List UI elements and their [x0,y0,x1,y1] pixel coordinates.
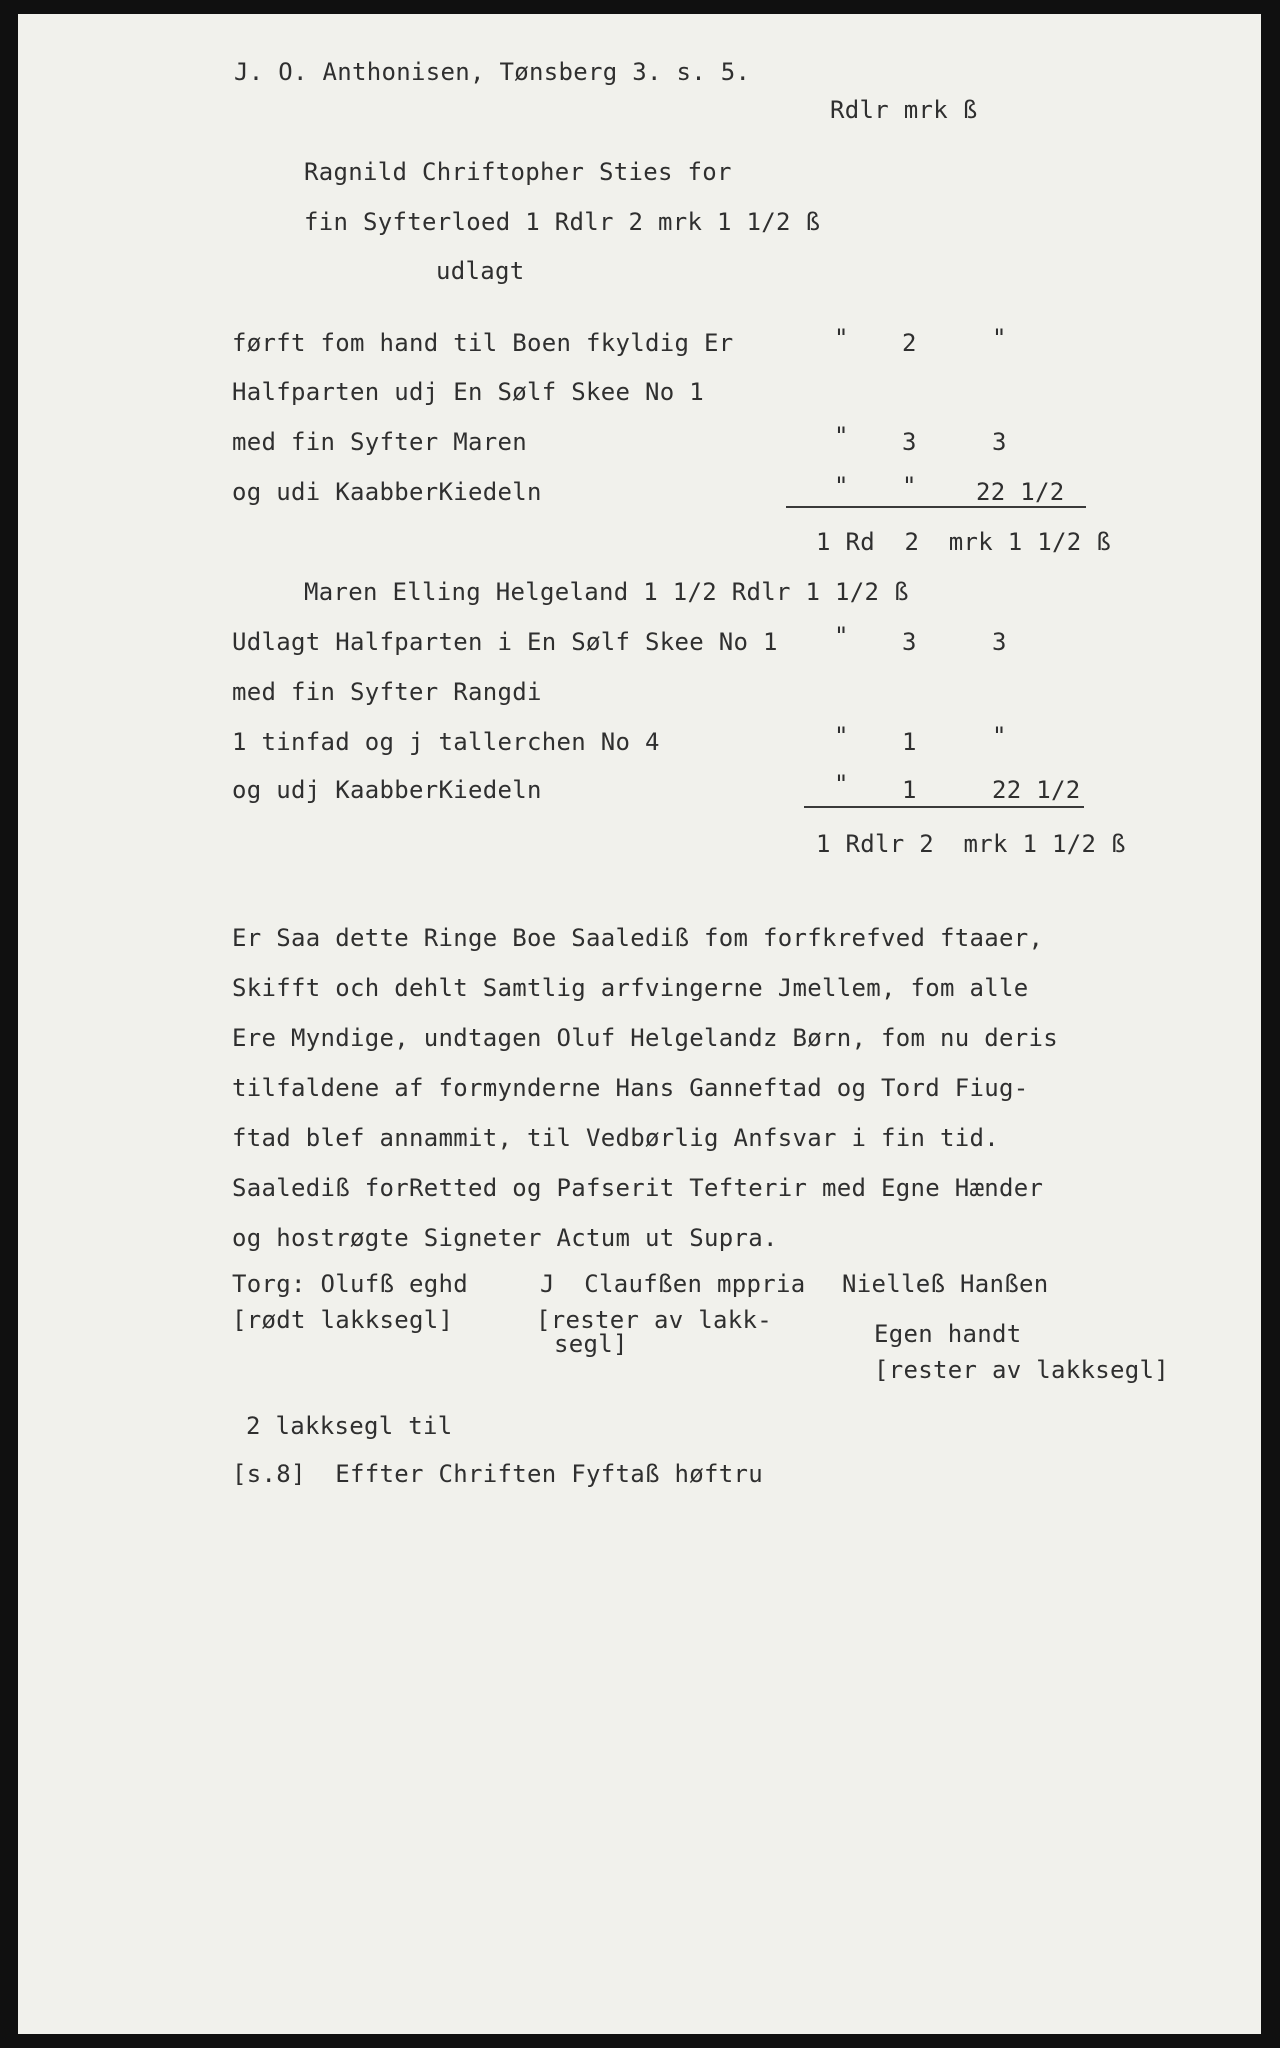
row-s: 22 1/2 [976,478,1065,506]
row-mrk: 2 [902,329,917,357]
row-text: førft fom hand til Boen fkyldig Er [232,329,734,357]
section1-total-rule [786,506,1086,508]
paragraph-line: Ere Myndige, undtagen Oluf Helgelandz Børn, fom nu deris [232,1024,1058,1052]
signature-1-note: [rødt lakksegl] [232,1306,454,1334]
paragraph-line: og hostrøgte Signeter Actum ut Supra. [232,1224,778,1252]
row-s: " [992,324,1007,352]
footer-line2: [s.8] Effter Chriften Fyftaß høftru [232,1460,763,1488]
signature-2-note-line2: segl] [554,1330,628,1358]
row-s: 3 [992,628,1007,656]
row-text: med fin Syfter Maren [232,428,527,456]
paragraph-line: ftad blef annammit, til Vedbørlig Anfsvar i fin tid. [232,1124,999,1152]
signature-3-note-line2: [rester av lakksegl] [874,1356,1169,1384]
row-rdlr: " [834,622,849,650]
row-text: og udi KaabberKiedeln [232,478,542,506]
signature-2-note-line1: [rester av lakk- [536,1306,772,1334]
row-text: og udj KaabberKiedeln [232,776,542,804]
signature-2-name: J Claufßen mppria [540,1270,806,1298]
row-mrk: " [902,472,917,500]
signature-1-name: Torg: Olufß eghd [232,1270,468,1298]
row-mrk: 1 [902,728,917,756]
section2-total-rule [804,806,1084,808]
row-s: 3 [992,428,1007,456]
row-s: " [992,722,1007,750]
section1-title-line3: udlagt [436,257,525,285]
footer-line1: 2 lakksegl til [246,1412,453,1440]
signature-3-note-line1: Egen handt [874,1320,1022,1348]
row-rdlr: " [834,324,849,352]
page-header: J. O. Anthonisen, Tønsberg 3. s. 5. [234,58,751,86]
section2-total: 1 Rdlr 2 mrk 1 1/2 ß [816,830,1126,858]
row-s: 22 1/2 [992,776,1081,804]
row-rdlr: " [834,770,849,798]
paragraph-line: Er Saa dette Ringe Boe Saalediß fom forfkrefved ftaaer, [232,924,1044,952]
paragraph-line: Skifft och dehlt Samtlig arfvingerne Jmellem, fom alle [232,974,1029,1002]
row-mrk: 3 [902,628,917,656]
paragraph-line: tilfaldene af formynderne Hans Ganneftad og Tord Fiug- [232,1074,1029,1102]
paragraph-line: Saalediß forRetted og Pafserit Tefterir med Egne Hænder [232,1174,1044,1202]
row-rdlr: " [834,722,849,750]
row-rdlr: " [834,422,849,450]
row-text: 1 tinfad og j tallerchen No 4 [232,728,660,756]
section1-title-line1: Ragnild Chriftopher Sties for [304,158,732,186]
section1-title-line2: fin Syfterloed 1 Rdlr 2 mrk 1 1/2 ß [304,208,821,236]
row-text: med fin Syfter Rangdi [232,678,542,706]
row-mrk: 3 [902,428,917,456]
row-mrk: 1 [902,776,917,804]
column-headers: Rdlr mrk ß [830,96,978,124]
row-text: Udlagt Halfparten i En Sølf Skee No 1 [232,628,778,656]
row-text: Halfparten udj En Sølf Skee No 1 [232,378,704,406]
row-rdlr: " [834,472,849,500]
section1-total: 1 Rd 2 mrk 1 1/2 ß [816,528,1111,556]
signature-3-name: Nielleß Hanßen [842,1270,1049,1298]
section2-title: Maren Elling Helgeland 1 1/2 Rdlr 1 1/2 ß [304,578,909,606]
document-page [18,14,1261,2034]
